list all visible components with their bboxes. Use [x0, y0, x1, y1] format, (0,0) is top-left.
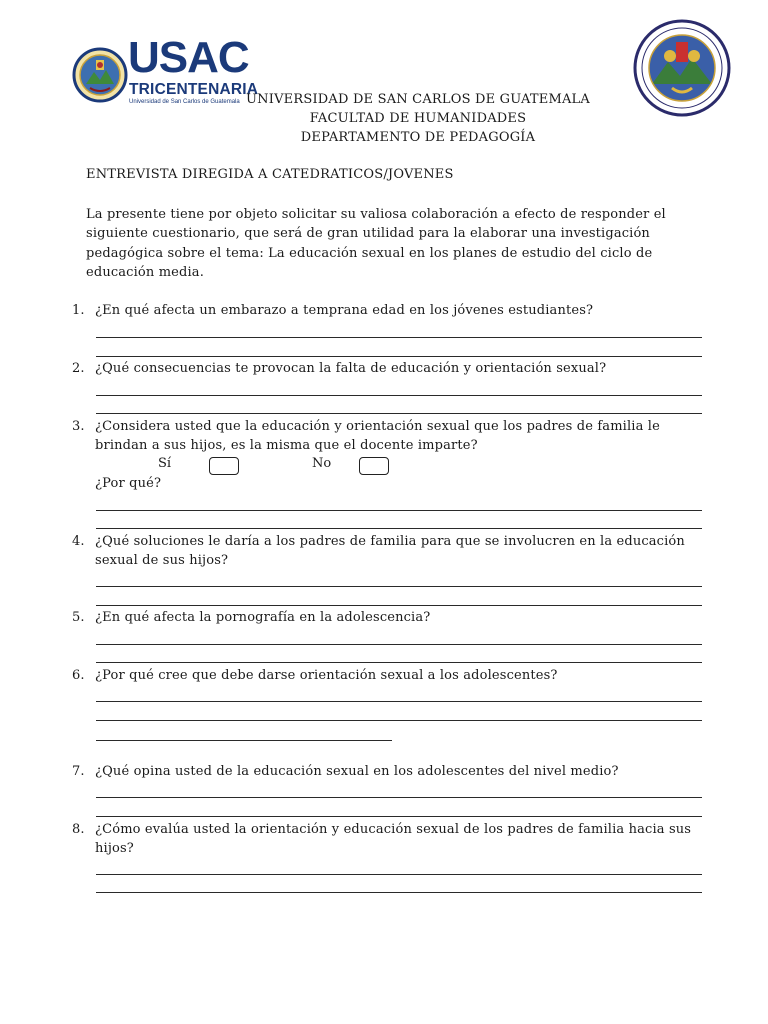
intro-line: La presente tiene por objeto solicitar su valiosa colaboración a efecto de responder el: [86, 207, 666, 222]
answer-line-4b[interactable]: [96, 605, 702, 606]
question-text: ¿En qué afecta un embarazo a temprana edad en los jóvenes estudiantes?: [95, 303, 594, 318]
question-text: ¿Por qué cree que debe darse orientación sexual a los adolescentes?: [95, 668, 558, 683]
document-title: ENTREVISTA DIREGIDA A CATEDRATICOS/JOVENES: [86, 167, 454, 182]
question-number: 5.: [72, 610, 85, 625]
question-number: 4.: [72, 534, 85, 549]
question-text: ¿Cómo evalúa usted la orientación y educación sexual de los padres de familia hacia sus: [95, 822, 692, 837]
question-text: ¿Considera usted que la educación y orientación sexual que los padres de familia le: [95, 419, 660, 434]
answer-line-7a[interactable]: [96, 797, 702, 798]
answer-line-4a[interactable]: [96, 586, 702, 587]
option-yes-label: Sí: [158, 456, 172, 471]
answer-line-2a[interactable]: [96, 395, 702, 396]
intro-line: pedagógica sobre el tema: La educación sexual en los planes de estudio del ciclo de: [86, 245, 653, 261]
question-number: 7.: [72, 764, 85, 779]
answer-line-3b[interactable]: [96, 528, 702, 529]
option-no-label: No: [312, 456, 332, 471]
question-text: brindan a sus hijos, es la misma que el docente imparte?: [95, 438, 478, 453]
usac-wordmark: USAC: [128, 33, 249, 82]
institution-header: [200, 90, 636, 147]
intro-line: educación media.: [86, 264, 204, 280]
question-text: hijos?: [95, 841, 134, 856]
university-name: UNIVERSIDAD DE SAN CARLOS DE GUATEMALA: [246, 92, 590, 107]
usac-subtitle: Universidad de San Carlos de Guatemala: [129, 99, 240, 105]
question-number: 1.: [72, 303, 85, 318]
intro-paragraph: [86, 205, 686, 282]
answer-line-6b[interactable]: [96, 720, 702, 721]
answer-line-1b[interactable]: [96, 356, 702, 357]
usac-tagline: TRICENTENARIA: [129, 81, 259, 98]
question-text: ¿Qué opina usted de la educación sexual en los adolescentes del nivel medio?: [95, 764, 619, 779]
question-text: ¿En qué afecta la pornografía en la adolescencia?: [95, 610, 431, 625]
question-text: sexual de sus hijos?: [95, 553, 229, 568]
answer-line-7b[interactable]: [96, 816, 702, 817]
intro-line: siguiente cuestionario, que será de gran utilidad para la elaborar una investigación: [86, 226, 650, 242]
option-no-checkbox[interactable]: [359, 457, 389, 475]
followup-text: ¿Por qué?: [95, 476, 162, 491]
question-number: 6.: [72, 668, 85, 683]
question-number: 2.: [72, 361, 85, 376]
question-text: ¿Qué soluciones le daría a los padres de familia para que se involucren en la educación: [95, 534, 685, 549]
answer-line-1a[interactable]: [96, 337, 702, 338]
usac-tricentenaria-logo: [36, 33, 259, 115]
answer-line-8b[interactable]: [96, 892, 702, 893]
usac-seal-icon: [72, 40, 128, 110]
answer-line-5a[interactable]: [96, 644, 702, 645]
question-text: ¿Qué consecuencias te provocan la falta de educación y orientación sexual?: [95, 361, 607, 376]
answer-line-6a[interactable]: [96, 701, 702, 702]
answer-line-3a[interactable]: [96, 510, 702, 511]
answer-line-8a[interactable]: [96, 874, 702, 875]
faculty-name: FACULTAD DE HUMANIDADES: [309, 111, 527, 126]
university-seal-icon: [632, 18, 732, 118]
answer-line-2b[interactable]: [96, 413, 702, 414]
question-number: 8.: [72, 822, 85, 837]
answer-line-6c[interactable]: [96, 740, 392, 741]
answer-line-5b[interactable]: [96, 662, 702, 663]
option-yes-checkbox[interactable]: [209, 457, 239, 475]
department-name: DEPARTAMENTO DE PEDAGOGÍA: [300, 130, 536, 145]
question-number: 3.: [72, 419, 85, 434]
